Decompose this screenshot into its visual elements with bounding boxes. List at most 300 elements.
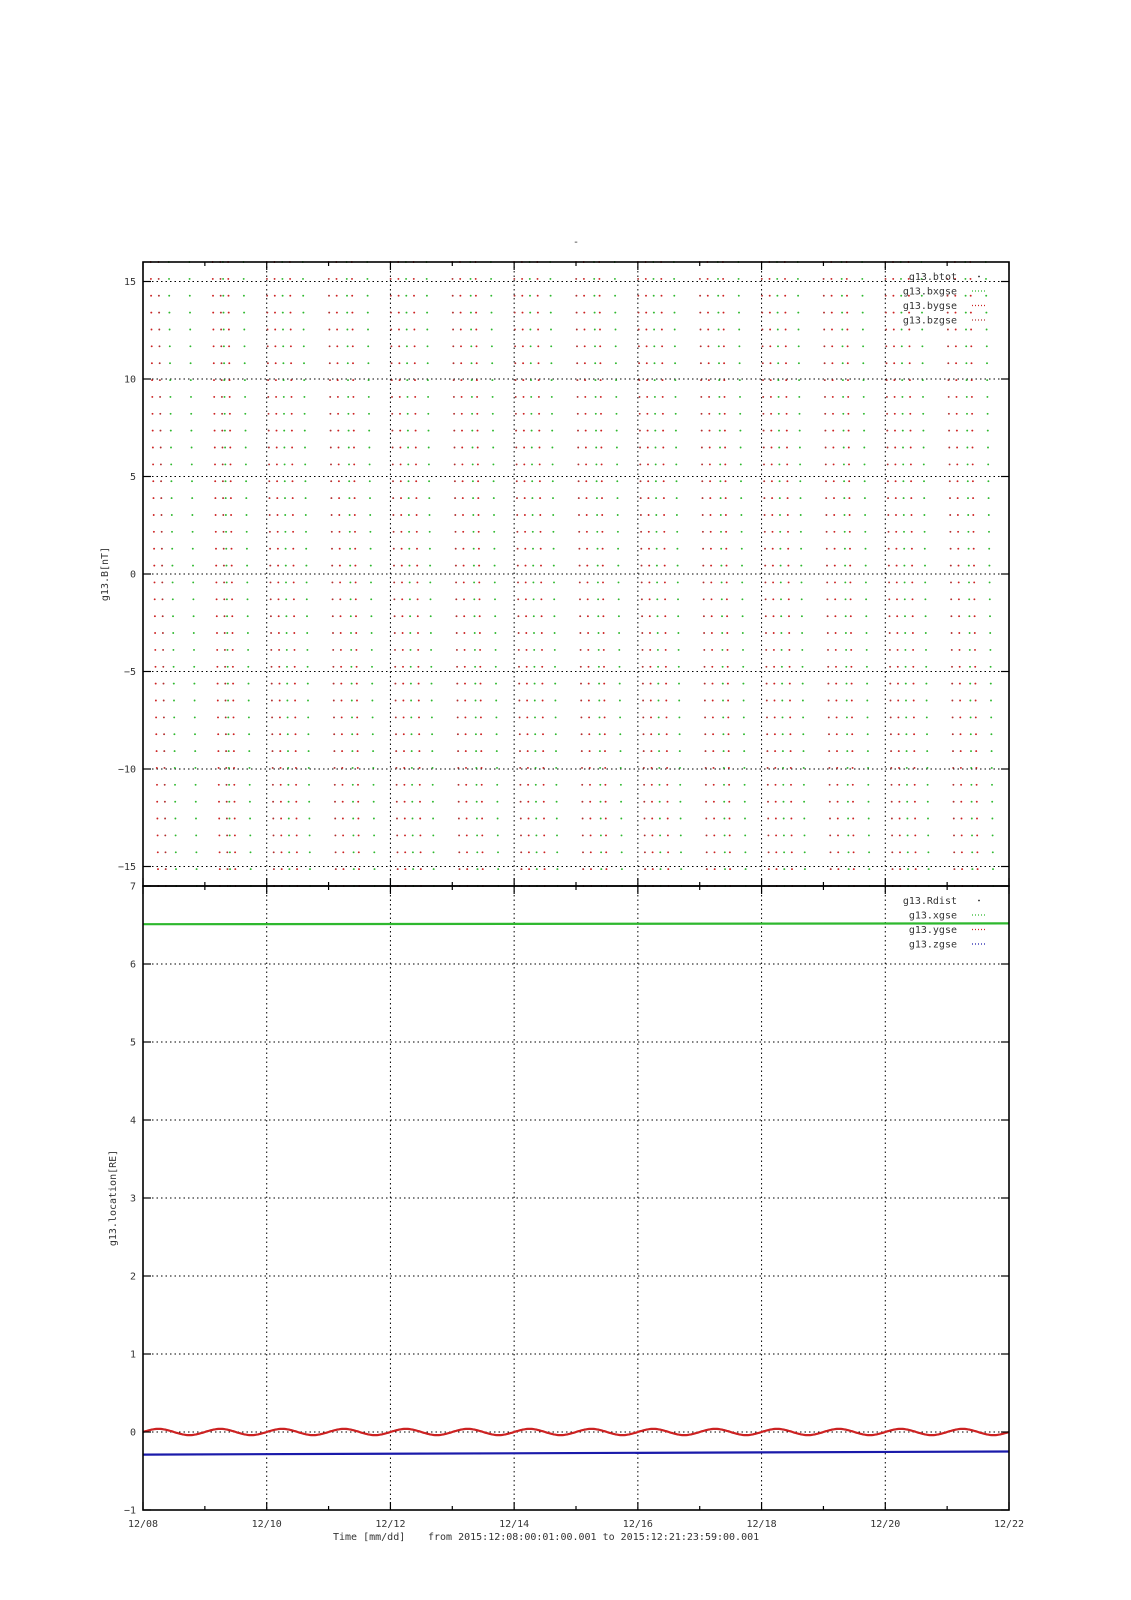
data-point xyxy=(161,514,163,516)
data-point xyxy=(905,700,907,702)
data-point xyxy=(647,480,649,482)
data-point xyxy=(470,312,472,314)
data-point xyxy=(586,514,588,516)
data-point xyxy=(391,379,393,381)
data-point xyxy=(414,362,416,364)
data-point xyxy=(476,396,478,398)
data-point xyxy=(283,379,285,381)
data-point xyxy=(352,784,354,786)
data-point xyxy=(337,413,339,415)
data-point xyxy=(514,329,516,331)
data-point xyxy=(268,480,270,482)
data-point xyxy=(702,514,704,516)
data-point xyxy=(225,497,227,499)
data-point xyxy=(580,716,582,718)
data-point xyxy=(358,834,360,836)
data-point xyxy=(785,396,787,398)
data-point xyxy=(641,598,643,600)
data-point xyxy=(400,463,402,465)
data-point xyxy=(844,565,846,567)
data-point xyxy=(351,700,353,702)
data-point xyxy=(475,312,477,314)
data-point xyxy=(868,818,870,820)
data-point xyxy=(927,784,929,786)
data-point xyxy=(284,531,286,533)
data-point xyxy=(791,851,793,853)
data-point xyxy=(646,379,648,381)
data-point xyxy=(961,868,963,870)
data-point xyxy=(155,733,157,735)
data-point xyxy=(431,733,433,735)
data-point xyxy=(739,379,741,381)
data-point xyxy=(155,716,157,718)
data-point xyxy=(888,531,890,533)
data-point xyxy=(456,632,458,634)
data-point xyxy=(173,733,175,735)
data-point xyxy=(402,632,404,634)
data-point xyxy=(739,396,741,398)
data-point xyxy=(222,514,224,516)
data-point xyxy=(864,463,866,465)
data-point xyxy=(763,497,765,499)
data-point xyxy=(848,868,850,870)
data-point xyxy=(802,700,804,702)
data-point xyxy=(220,278,222,280)
data-point xyxy=(643,784,645,786)
data-point xyxy=(780,632,782,634)
data-point xyxy=(961,818,963,820)
data-point xyxy=(400,480,402,482)
data-point xyxy=(740,497,742,499)
data-point xyxy=(519,733,521,735)
data-point xyxy=(659,784,661,786)
data-point xyxy=(552,463,554,465)
data-point xyxy=(550,362,552,364)
data-point xyxy=(494,565,496,567)
data-point xyxy=(543,784,545,786)
data-point xyxy=(717,278,719,280)
data-point xyxy=(426,329,428,331)
data-point xyxy=(293,581,295,583)
data-point xyxy=(153,497,155,499)
data-point xyxy=(296,834,298,836)
data-point xyxy=(852,767,854,769)
data-point xyxy=(428,480,430,482)
data-point xyxy=(226,565,228,567)
data-point xyxy=(789,733,791,735)
data-point xyxy=(967,463,969,465)
data-point xyxy=(971,430,973,432)
data-point xyxy=(303,362,305,364)
data-point xyxy=(674,379,676,381)
data-point xyxy=(267,379,269,381)
data-point xyxy=(724,463,726,465)
data-point xyxy=(403,733,405,735)
data-point xyxy=(832,430,834,432)
data-point xyxy=(985,295,987,297)
data-point xyxy=(432,818,434,820)
data-point xyxy=(470,345,472,347)
data-point xyxy=(341,716,343,718)
data-point xyxy=(213,396,215,398)
data-point xyxy=(165,868,167,870)
data-point xyxy=(466,868,468,870)
data-point xyxy=(231,615,233,617)
data-point xyxy=(707,329,709,331)
data-point xyxy=(618,649,620,651)
data-point xyxy=(967,514,969,516)
data-point xyxy=(231,565,233,567)
data-point xyxy=(585,480,587,482)
data-point xyxy=(415,447,417,449)
data-point xyxy=(170,480,172,482)
data-point xyxy=(577,463,579,465)
data-point xyxy=(396,834,398,836)
data-point xyxy=(217,700,219,702)
data-point xyxy=(615,396,617,398)
data-point xyxy=(464,700,466,702)
data-point xyxy=(189,345,191,347)
data-point xyxy=(787,514,789,516)
data-point xyxy=(218,834,220,836)
data-point xyxy=(966,396,968,398)
data-point xyxy=(463,615,465,617)
data-point xyxy=(771,497,773,499)
data-point xyxy=(782,767,784,769)
data-point xyxy=(514,312,516,314)
data-point xyxy=(826,598,828,600)
data-point xyxy=(408,497,410,499)
data-point xyxy=(897,683,899,685)
data-point xyxy=(769,329,771,331)
data-point xyxy=(371,666,373,668)
data-point xyxy=(372,767,374,769)
data-point xyxy=(530,396,532,398)
data-point xyxy=(598,700,600,702)
data-point xyxy=(556,868,558,870)
data-point xyxy=(352,379,354,381)
data-point xyxy=(272,784,274,786)
data-point xyxy=(459,278,461,280)
data-point xyxy=(866,700,868,702)
data-point xyxy=(656,565,658,567)
data-point xyxy=(427,413,429,415)
data-point xyxy=(217,716,219,718)
data-point xyxy=(587,581,589,583)
data-point xyxy=(285,581,287,583)
data-point xyxy=(720,497,722,499)
data-point xyxy=(844,531,846,533)
data-point xyxy=(849,531,851,533)
data-point xyxy=(332,649,334,651)
data-point xyxy=(220,312,222,314)
data-point xyxy=(850,666,852,668)
data-point xyxy=(308,801,310,803)
data-point xyxy=(888,581,890,583)
data-point xyxy=(332,632,334,634)
data-point xyxy=(390,295,392,297)
data-point xyxy=(798,345,800,347)
data-point xyxy=(522,329,524,331)
data-point xyxy=(665,683,667,685)
data-point xyxy=(834,548,836,550)
data-point xyxy=(273,851,275,853)
data-point xyxy=(480,733,482,735)
data-point xyxy=(824,413,826,415)
data-point xyxy=(246,514,248,516)
data-point xyxy=(844,514,846,516)
data-point xyxy=(399,413,401,415)
data-point xyxy=(356,733,358,735)
data-point xyxy=(291,396,293,398)
data-point xyxy=(226,581,228,583)
data-point xyxy=(349,514,351,516)
data-point xyxy=(655,480,657,482)
data-point xyxy=(828,716,830,718)
data-point xyxy=(246,531,248,533)
data-point xyxy=(194,700,196,702)
data-point xyxy=(957,497,959,499)
data-point xyxy=(952,716,954,718)
data-point xyxy=(587,598,589,600)
data-point xyxy=(151,396,153,398)
data-point xyxy=(420,868,422,870)
data-point xyxy=(418,683,420,685)
data-point xyxy=(494,581,496,583)
data-point xyxy=(740,463,742,465)
data-point xyxy=(925,683,927,685)
data-point xyxy=(658,733,660,735)
data-point xyxy=(366,278,368,280)
data-point xyxy=(220,295,222,297)
data-point xyxy=(843,480,845,482)
data-point xyxy=(893,345,895,347)
data-point xyxy=(922,396,924,398)
data-point xyxy=(267,345,269,347)
data-point xyxy=(266,312,268,314)
data-point xyxy=(790,767,792,769)
data-point xyxy=(351,750,353,752)
data-point xyxy=(174,750,176,752)
data-point xyxy=(786,430,788,432)
data-point xyxy=(868,868,870,870)
data-point xyxy=(216,598,218,600)
data-point xyxy=(170,463,172,465)
data-point xyxy=(337,362,339,364)
data-point xyxy=(409,615,411,617)
data-point xyxy=(223,312,225,314)
data-point xyxy=(976,801,978,803)
data-point xyxy=(277,548,279,550)
data-point xyxy=(851,750,853,752)
data-point xyxy=(330,430,332,432)
data-point xyxy=(617,531,619,533)
data-point xyxy=(846,700,848,702)
data-point xyxy=(231,548,233,550)
data-point xyxy=(584,345,586,347)
data-point xyxy=(452,345,454,347)
data-point xyxy=(534,716,536,718)
data-point xyxy=(526,649,528,651)
data-point xyxy=(350,666,352,668)
data-point xyxy=(346,278,348,280)
data-point xyxy=(788,649,790,651)
data-point xyxy=(479,649,481,651)
data-point xyxy=(868,801,870,803)
data-point xyxy=(271,733,273,735)
data-point xyxy=(285,565,287,567)
data-point xyxy=(703,632,705,634)
data-point xyxy=(586,565,588,567)
data-point xyxy=(407,463,409,465)
data-point xyxy=(538,396,540,398)
data-point xyxy=(477,447,479,449)
data-point xyxy=(523,430,525,432)
data-point xyxy=(164,767,166,769)
data-point xyxy=(476,818,478,820)
data-point xyxy=(638,379,640,381)
data-point xyxy=(218,818,220,820)
data-point xyxy=(226,598,228,600)
data-point xyxy=(535,767,537,769)
data-point xyxy=(538,413,540,415)
data-point xyxy=(330,497,332,499)
data-point xyxy=(661,362,663,364)
data-point xyxy=(517,548,519,550)
data-point xyxy=(970,295,972,297)
data-point xyxy=(214,430,216,432)
data-point xyxy=(658,750,660,752)
data-point xyxy=(426,312,428,314)
data-point xyxy=(401,565,403,567)
data-point xyxy=(292,514,294,516)
data-point xyxy=(306,615,308,617)
data-point xyxy=(190,396,192,398)
data-point xyxy=(988,497,990,499)
time-range-caption: from 2015:12:08:00:01:00.001 to 2015:12:21:23:59:00.001 xyxy=(428,1532,760,1543)
data-point xyxy=(619,733,621,735)
data-point xyxy=(986,362,988,364)
data-point xyxy=(475,329,477,331)
data-point xyxy=(968,615,970,617)
data-point xyxy=(642,700,644,702)
data-point xyxy=(843,463,845,465)
data-point xyxy=(162,615,164,617)
data-point xyxy=(773,615,775,617)
data-point xyxy=(953,851,955,853)
data-point xyxy=(309,868,311,870)
data-point xyxy=(674,329,676,331)
data-point xyxy=(224,683,226,685)
data-point xyxy=(296,851,298,853)
data-point xyxy=(281,868,283,870)
data-point xyxy=(988,565,990,567)
data-point xyxy=(274,329,276,331)
data-point xyxy=(828,733,830,735)
data-point xyxy=(552,497,554,499)
data-point xyxy=(288,834,290,836)
data-point xyxy=(989,649,991,651)
data-point xyxy=(618,632,620,634)
data-point xyxy=(797,278,799,280)
data-point xyxy=(722,700,724,702)
data-point xyxy=(926,750,928,752)
data-point xyxy=(407,447,409,449)
data-point xyxy=(972,514,974,516)
data-point xyxy=(516,514,518,516)
data-point xyxy=(582,868,584,870)
data-point xyxy=(457,733,459,735)
data-point xyxy=(367,312,369,314)
data-point xyxy=(540,598,542,600)
data-point xyxy=(663,531,665,533)
data-point xyxy=(349,548,351,550)
data-point xyxy=(718,329,720,331)
legend-label: g13.btot xyxy=(908,272,957,283)
data-point xyxy=(896,581,898,583)
legend-label: g13.bygse xyxy=(902,301,957,312)
data-point xyxy=(952,750,954,752)
data-point xyxy=(784,312,786,314)
data-point xyxy=(192,548,194,550)
data-point xyxy=(418,700,420,702)
data-point xyxy=(532,565,534,567)
data-point xyxy=(675,396,677,398)
data-point xyxy=(914,801,916,803)
panel1-legend xyxy=(903,272,986,327)
data-point xyxy=(395,750,397,752)
data-point xyxy=(527,733,529,735)
series-line xyxy=(143,1429,1009,1435)
data-point xyxy=(330,447,332,449)
data-point xyxy=(667,868,669,870)
data-point xyxy=(603,700,605,702)
data-point xyxy=(372,716,374,718)
data-point xyxy=(225,750,227,752)
data-point xyxy=(218,767,220,769)
data-point xyxy=(766,683,768,685)
data-point xyxy=(481,767,483,769)
y-tick-label: 7 xyxy=(129,881,136,893)
data-point xyxy=(452,312,454,314)
data-point xyxy=(515,447,517,449)
data-point xyxy=(398,295,400,297)
data-point xyxy=(555,767,557,769)
data-point xyxy=(152,463,154,465)
data-point xyxy=(774,700,776,702)
data-point xyxy=(889,683,891,685)
data-point xyxy=(392,480,394,482)
data-point xyxy=(524,480,526,482)
data-point xyxy=(399,379,401,381)
data-point xyxy=(676,497,678,499)
data-point xyxy=(304,413,306,415)
data-point xyxy=(887,497,889,499)
data-point xyxy=(864,514,866,516)
data-point xyxy=(266,278,268,280)
data-point xyxy=(218,801,220,803)
data-point xyxy=(890,767,892,769)
data-point xyxy=(831,312,833,314)
data-point xyxy=(368,430,370,432)
data-point xyxy=(960,733,962,735)
data-point xyxy=(163,733,165,735)
data-point xyxy=(620,784,622,786)
data-point xyxy=(490,295,492,297)
data-point xyxy=(294,683,296,685)
data-point xyxy=(273,834,275,836)
data-point xyxy=(159,396,161,398)
